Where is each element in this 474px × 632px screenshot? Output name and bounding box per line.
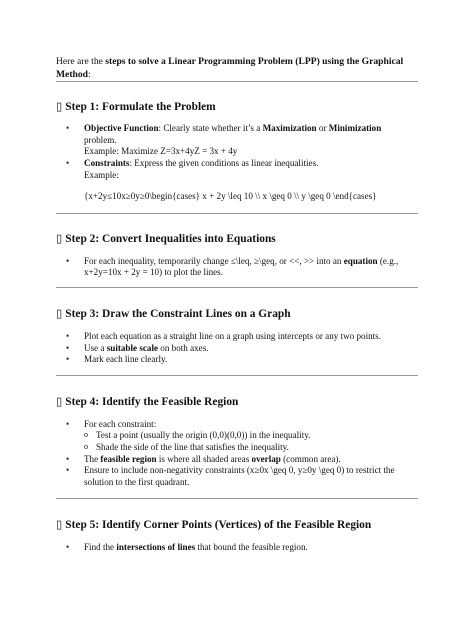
objective-label: Objective Function — [84, 123, 159, 134]
minimization-term: Minimization — [328, 123, 382, 134]
overlap-term: overlap — [251, 453, 281, 464]
step3-text: on both axes. — [158, 342, 209, 353]
step5-text: that bound the feasible region. — [195, 542, 308, 553]
step3-heading — [56, 307, 419, 321]
maximization-term: Maximization — [262, 123, 317, 134]
list-item — [56, 158, 419, 181]
step5-heading — [56, 518, 419, 532]
step4-list — [56, 419, 419, 431]
step5-title: Step 5: Identify Corner Points (Vertices) of the Feasible Region — [65, 519, 372, 532]
intersections-term: intersections of lines — [116, 542, 196, 553]
step2-text: (e.g., — [377, 255, 399, 266]
step5-text: Find the — [84, 542, 117, 553]
list-item — [56, 256, 419, 279]
step2-text: x+2y=10x + 2y = 10) to plot the lines. — [84, 267, 223, 278]
step4-heading — [56, 395, 419, 409]
box-glyph-icon: ▯ — [56, 307, 63, 320]
step4-sublist — [56, 430, 419, 453]
step2-heading — [56, 232, 419, 246]
list-item — [56, 343, 419, 355]
divider — [56, 498, 418, 499]
objective-text-end: problem. — [84, 134, 117, 145]
divider — [56, 375, 418, 376]
divider — [56, 81, 418, 82]
intro-prefix: Here are the — [56, 56, 106, 67]
step1-title: Step 1: Formulate the Problem — [65, 101, 216, 114]
divider — [56, 287, 418, 288]
step4-text: solution to the first quadrant. — [84, 476, 190, 487]
step3-title: Step 3: Draw the Constraint Lines on a Graph — [65, 307, 291, 320]
objective-text: : Clearly state whether it’s a — [158, 123, 263, 134]
step4-list-cont — [56, 454, 419, 489]
box-glyph-icon: ▯ — [56, 232, 63, 245]
intro-bold: steps to solve a Linear Programming Problem (LPP) using the Graphical Method — [56, 56, 404, 80]
example-text: Example: Maximize Z=3x+4yZ = 3x + 4y — [84, 146, 238, 157]
list-item — [56, 542, 419, 554]
list-item: • Mark each line clearly. — [56, 354, 419, 366]
or-text: or — [316, 123, 329, 134]
list-item: • Plot each equation as a straight line on a graph using intercepts or any two points. — [56, 331, 419, 343]
box-glyph-icon: ▯ — [56, 101, 63, 114]
box-glyph-icon: ▯ — [56, 395, 63, 408]
list-item — [56, 465, 419, 488]
step2-list — [56, 256, 419, 279]
intro-paragraph — [56, 56, 419, 81]
step4-text: (common area). — [280, 453, 341, 464]
sub-list-item: o Test a point (usually the origin (0,0)(0,0)) in the inequality. — [56, 430, 419, 442]
step2-title: Step 2: Convert Inequalities into Equations — [65, 232, 276, 245]
list-item — [56, 123, 419, 158]
step1-heading — [56, 100, 419, 114]
step2-text: For each inequality, temporarily change ≤\leq, ≥\geq, or <<, >> into an — [84, 255, 344, 266]
step4-title: Step 4: Identify the Feasible Region — [65, 395, 239, 408]
step4-text: is where all shaded areas — [156, 453, 252, 464]
intro-suffix: : — [87, 68, 91, 80]
divider — [56, 213, 418, 214]
constraints-label: Constraints — [84, 157, 130, 168]
feasible-region-term: feasible region — [100, 453, 157, 464]
step3-list — [56, 331, 419, 366]
list-item — [56, 454, 419, 466]
equation-term: equation — [343, 255, 378, 266]
example-text: Example: — [84, 169, 119, 180]
box-glyph-icon: ▯ — [56, 519, 63, 532]
step4-text: For each constraint: — [84, 418, 157, 429]
list-item — [56, 419, 419, 431]
step4-text: The — [84, 453, 101, 464]
step4-text: Ensure to include non-negativity constraints (x≥0x \geq 0, y≥0y \geq 0) to restrict the — [84, 465, 395, 476]
cases-equation: {x+2y≤10x≥0y≥0\begin{cases} x + 2y \leq 10 \\ x \geq 0 \\ y \geq 0 \end{cases} — [84, 191, 377, 202]
step3-text: Use a — [84, 342, 107, 353]
step5-list — [56, 542, 419, 554]
constraints-text: : Express the given conditions as linear inequalities. — [129, 157, 319, 168]
step1-list — [56, 123, 419, 181]
sub-list-item: o Shade the side of the line that satisfies the inequality. — [56, 442, 419, 454]
suitable-scale-term: suitable scale — [106, 342, 159, 353]
